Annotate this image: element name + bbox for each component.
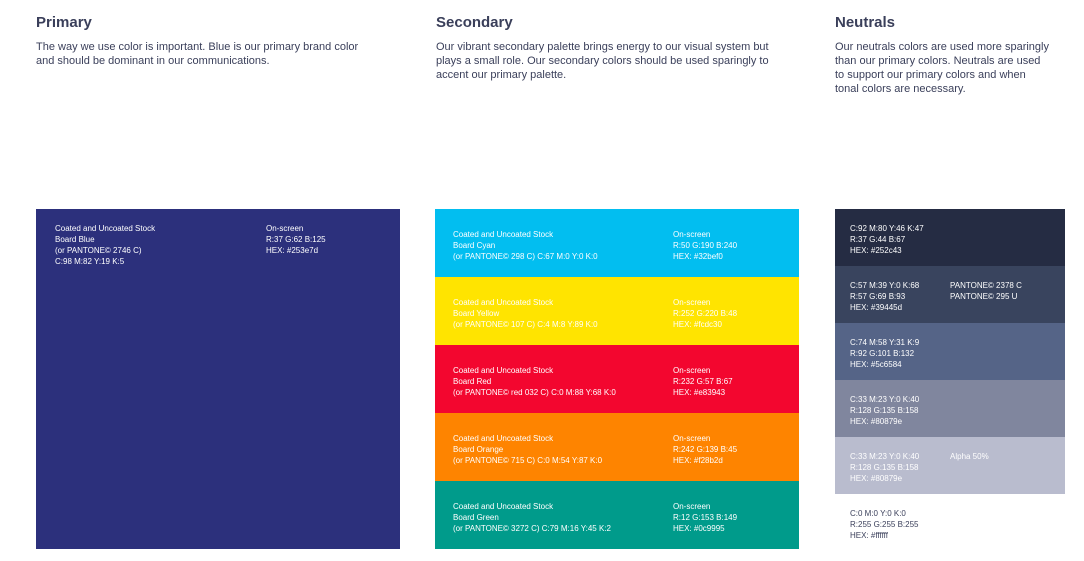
spec-line: C:92 M:80 Y:46 K:47 [850,224,924,233]
spec-line: PANTONE© 2378 C [950,281,1022,290]
spec-line: (or PANTONE© red 032 C) C:0 M:88 Y:68 K:0 [453,388,616,397]
spec-line: C:57 M:39 Y:0 K:68 [850,281,920,290]
spec-line: HEX: #32bef0 [673,252,723,261]
spec-line: Coated and Uncoated Stock [453,230,554,239]
spec-line: Board Cyan [453,241,496,250]
secondary-description-line: Our vibrant secondary palette brings energy to our visual system but [436,41,769,53]
neutrals-description-line: to support our primary colors and when [835,69,1026,81]
spec-line: R:50 G:190 B:240 [673,241,738,250]
spec-line: HEX: #5c6584 [850,360,902,369]
secondary-swatch-yellow [435,277,799,345]
spec-line: Board Red [453,377,492,386]
spec-line: Coated and Uncoated Stock [453,502,554,511]
spec-line: R:12 G:153 B:149 [673,513,738,522]
spec-line: On-screen [673,298,711,307]
spec-line: C:74 M:58 Y:31 K:9 [850,338,920,347]
secondary-swatch-cyan [435,209,799,277]
spec-line: R:128 G:135 B:158 [850,463,919,472]
swatch-screen-specs [950,280,1022,302]
primary-header [36,14,406,68]
spec-line: R:128 G:135 B:158 [850,406,919,415]
spec-line: HEX: #e83943 [673,388,726,397]
spec-line: (or PANTONE© 298 C) C:67 M:0 Y:0 K:0 [453,252,598,261]
swatch-print-specs [850,223,924,256]
spec-line: R:242 G:139 B:45 [673,445,738,454]
primary-title: Primary [36,14,92,31]
spec-line: C:0 M:0 Y:0 K:0 [850,509,906,518]
secondary-title: Secondary [436,14,513,31]
neutrals-title: Neutrals [835,14,896,31]
swatch-print-specs [453,501,611,534]
primary-description-line: and should be dominant in our communications. [36,55,270,67]
primary-description [36,40,406,68]
swatch-screen-specs [673,297,737,330]
spec-line: Coated and Uncoated Stock [55,224,156,233]
spec-line: R:37 G:62 B:125 [266,235,326,244]
spec-line: (or PANTONE© 107 C) C:4 M:8 Y:89 K:0 [453,320,598,329]
swatch-print-specs [850,394,919,427]
swatch-screen-specs [673,365,733,398]
swatch-print-specs [850,280,919,313]
spec-line: On-screen [673,366,711,375]
neutral-swatch-4 [835,380,1065,437]
spec-line: Board Green [453,513,499,522]
spec-line: Alpha 50% [950,452,989,461]
neutrals-description-line: Our neutrals colors are used more sparingly [835,41,1049,53]
swatch-print-specs [55,223,155,267]
swatch-print-specs [453,229,598,262]
neutrals-description-line: than our primary colors. Neutrals are used [835,55,1041,67]
swatch-screen-specs [266,223,326,256]
spec-line: On-screen [673,434,711,443]
secondary-swatch-red [435,345,799,413]
spec-line: R:252 G:220 B:48 [673,309,738,318]
spec-line: R:92 G:101 B:132 [850,349,915,358]
spec-line: R:255 G:255 B:255 [850,520,919,529]
spec-line: (or PANTONE© 715 C) C:0 M:54 Y:87 K:0 [453,456,603,465]
swatch-print-specs [850,451,919,484]
spec-line: HEX: #80879e [850,417,903,426]
secondary-swatch-orange [435,413,799,481]
spec-line: On-screen [673,502,711,511]
neutral-swatch-3 [835,323,1065,380]
primary-description-line: The way we use color is important. Blue is our primary brand color [36,41,359,53]
secondary-description [436,40,816,82]
spec-line: Coated and Uncoated Stock [453,434,554,443]
spec-line: HEX: #252c43 [850,246,902,255]
swatch-print-specs [453,365,616,398]
neutrals-description-line: tonal colors are necessary. [835,83,966,95]
spec-line: C:33 M:23 Y:0 K:40 [850,452,920,461]
secondary-swatch-green [435,481,799,549]
neutral-swatch-1 [835,209,1065,266]
spec-line: HEX: #39445d [850,303,903,312]
spec-line: HEX: #fcdc30 [673,320,722,329]
neutral-swatch-5 [835,437,1065,494]
spec-line: On-screen [266,224,304,233]
spec-line: Coated and Uncoated Stock [453,298,554,307]
spec-line: C:33 M:23 Y:0 K:40 [850,395,920,404]
swatch-print-specs [453,297,598,330]
neutrals-header [835,14,1075,96]
primary-swatch-blue [36,209,400,549]
spec-line: (or PANTONE© 3272 C) C:79 M:16 Y:45 K:2 [453,524,611,533]
secondary-description-line: accent our primary palette. [436,69,567,81]
spec-line: (or PANTONE© 2746 C) [55,246,142,255]
neutral-swatch-2 [835,266,1065,323]
secondary-header [436,14,816,82]
spec-line: R:232 G:57 B:67 [673,377,733,386]
swatch-print-specs [850,337,919,370]
spec-line: C:98 M:82 Y:19 K:5 [55,257,125,266]
neutrals-description [835,40,1075,96]
spec-line: Coated and Uncoated Stock [453,366,554,375]
spec-line: Board Orange [453,445,504,454]
spec-line: R:57 G:69 B:93 [850,292,906,301]
swatch-screen-specs [673,229,737,262]
spec-line: HEX: #80879e [850,474,903,483]
spec-line: On-screen [673,230,711,239]
spec-line: Board Blue [55,235,95,244]
swatch-screen-specs [673,501,737,534]
spec-line: HEX: #0c9995 [673,524,725,533]
spec-line: PANTONE© 295 U [950,292,1018,301]
swatch-screen-specs [673,433,737,466]
spec-line: Board Yellow [453,309,500,318]
spec-line: HEX: #f28b2d [673,456,723,465]
neutral-swatch-6 [835,494,1065,551]
spec-line: HEX: #ffffff [850,531,888,540]
swatch-print-specs [453,433,602,466]
swatch-print-specs [850,508,919,541]
swatch-screen-specs [950,451,989,462]
spec-line: R:37 G:44 B:67 [850,235,906,244]
secondary-description-line: plays a small role. Our secondary colors should be used sparingly to [436,55,769,67]
spec-line: HEX: #253e7d [266,246,319,255]
